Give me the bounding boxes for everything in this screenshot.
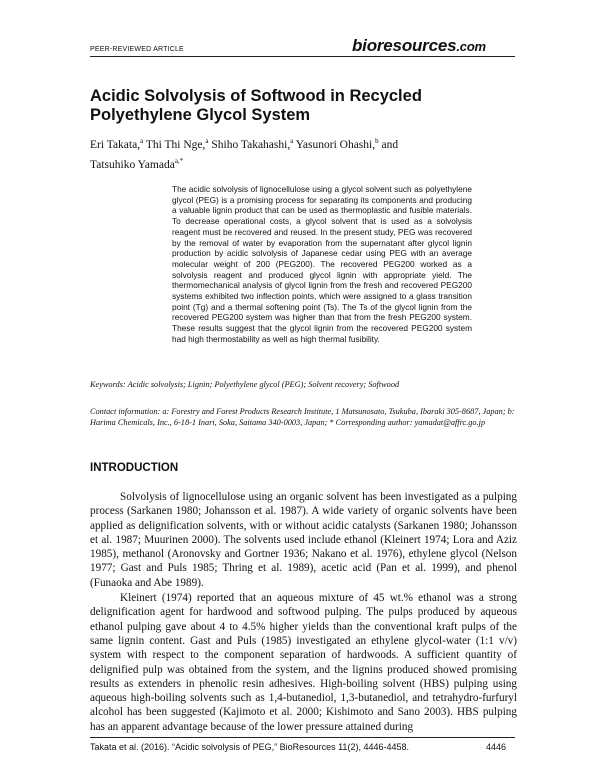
journal-section-label: PEER-REVIEWED ARTICLE (90, 46, 184, 53)
author-list (90, 133, 520, 173)
author-name: Thi Thi Nge, (143, 138, 206, 151)
journal-brand-suffix: .com (456, 39, 486, 54)
body-paragraph: Kleinert (1974) reported that an aqueous mixture of 45 wt.% ethanol was a strong delignification agent for hardwood and softwood pulping. The pulps produced by aqueous ethanol pulping gave about 4 to 4.5% higher yields than the conventional kraft pulps of the same lignin content. Gast and Puls (1985) investigated an ethylene glycol-water (1:1 v/v) system with respect to the component separation of hardwoods. A sufficient quantity of delignified pulp was obtained from the system, and the lignins produced showed promising results as extenders in phenolic resin adhesives. High-boiling solvent (HBS) pulping using aqueous high-boiling solvents such as 1,4-butanediol, 1,3-butanediol, and tetrahydro-furfuryl alcohol has been suggested (Kajimoto et al. 2000; Kishimoto and Sano 2003). HBS pulping has an apparent advantage because of the lower pressure attained during (90, 592, 517, 733)
journal-brand-name: bioresources (352, 36, 457, 55)
author-conjunction: and (378, 138, 399, 151)
author-name: Tatsuhiko Yamada (90, 158, 175, 171)
footer-rule (90, 737, 515, 738)
keywords: Keywords: Acidic solvolysis; Lignin; Polyethylene glycol (PEG); Solvent recovery; Softwood (90, 380, 400, 389)
article-title: Acidic Solvolysis of Softwood in Recycled Polyethylene Glycol System (90, 87, 422, 124)
abstract: The acidic solvolysis of lignocellulose using a glycol solvent such as polyethylene glycol (PEG) is a promising process for separating its components and producing a valuable lignin product that can be used as thermoplastic and fusible materials. To decrease operational costs, a glycol solvent that is used as a solvolysis reagent must be recovered and reused. In the present study, PEG was recovered by the removal of water by evaporation from the supernatant after glycol lignin production by acidic solvolysis of Japanese cedar using PEG with an average molecular weight of 200 (PEG200). The recovered PEG200 worked as a solvolysis reagent and produced glycol lignin with appropriate yield. The thermomechanical analysis of glycol lignin from the fresh and recovered PEG200 systems exhibited two inflection points, which were assigned to a glass transition point (Tg) and a thermal softening point (Ts). The Ts of the glycol lignin from the recovered PEG200 system was higher than that from the fresh PEG200 system. These results suggest that the glycol lignin from the recovered PEG200 system had high thermostability as well as high thermal fusibility. (172, 184, 472, 344)
author-name: Eri Takata, (90, 138, 141, 151)
page-number: 4446 (486, 742, 507, 752)
footer-citation: Takata et al. (2016). “Acidic solvolysis of PEG,” BioResources 11(2), 4446-4458. (90, 742, 409, 752)
introduction-body (90, 490, 517, 734)
author-affiliation-mark: a (290, 137, 294, 145)
journal-brand (352, 36, 486, 56)
author-name: Yasunori Ohashi, (293, 138, 376, 151)
author-affiliation-mark: a,* (174, 156, 184, 165)
section-heading-introduction: INTRODUCTION (90, 462, 179, 474)
author-affiliation-mark: a (140, 137, 144, 145)
contact-information: Contact information: a: Forestry and Forest Products Research Institute, 1 Matsunosato, Tsukuba, Ibaraki 305-8687, Japan; b: Harima Chemicals, Inc., 6-18-1 Inari, Soka, Saitama 340-0003, Japan; * Corresponding author: yamadat@affrc.go.jp (90, 407, 515, 427)
author-name: Shiho Takahashi, (208, 138, 291, 151)
header-rule (90, 56, 515, 57)
body-paragraph: Solvolysis of lignocellulose using an organic solvent has been investigated as a pulping process (Sarkanen 1980; Johansson et al. 1987). A wide variety of organic solvents have been applied as delignification solvents, with or without acidic catalysts (Sarkanen 1980; Johansson et al. 1987; Muurinen 2000). The solvents used include ethanol (Kleinert 1974; Lora and Aziz 1985), methanol (Aronovsky and Gortner 1936; Nakano et al. 1976), ethylene glycol (Nelson 1977; Gast and Puls 1985; Thring et al. 1989), acetic acid (Pan et al. 1999), and phenol (Funaoka and Abe 1989). (90, 491, 517, 589)
author-affiliation-mark: b (375, 137, 379, 145)
author-affiliation-mark: a (205, 137, 209, 145)
